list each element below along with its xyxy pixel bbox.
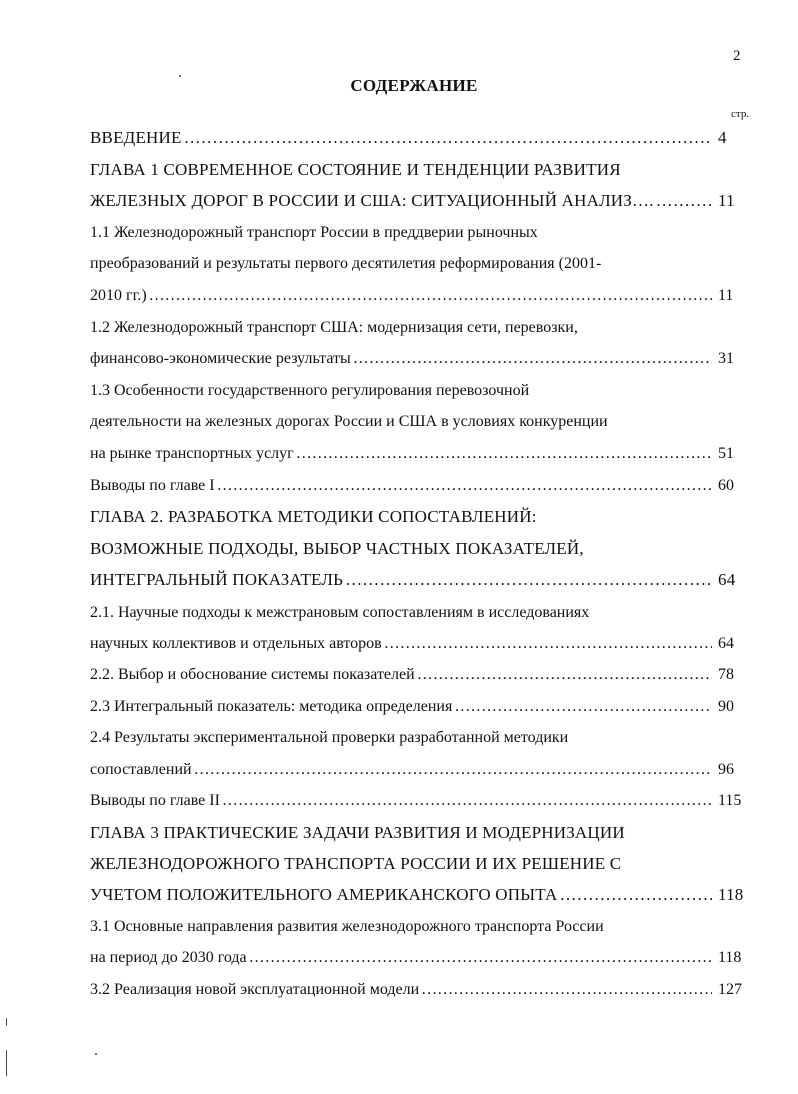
toc-entry-title: на период до 2030 года — [90, 949, 247, 966]
toc-entry — [90, 286, 760, 306]
toc-page-number: 31 — [718, 350, 734, 367]
dot-leader — [417, 665, 712, 685]
toc-entry-title: ИНТЕГРАЛЬНЫЙ ПОКАЗАТЕЛЬ — [90, 570, 344, 589]
dot-leader — [149, 286, 712, 306]
toc-entry-line: деятельности на железных дорогах России и США в условиях конкуренции — [90, 413, 608, 430]
toc-entry — [90, 885, 760, 905]
toc-page-number: 4 — [718, 128, 727, 147]
toc-entry — [90, 191, 760, 211]
toc-entry — [90, 349, 760, 369]
toc-page-number: 115 — [718, 792, 742, 809]
toc-page-number: 51 — [718, 445, 734, 462]
toc-entry-title: 3.2 Реализация новой эксплуатационной модели — [90, 981, 420, 998]
scan-speck — [179, 75, 181, 77]
dot-leader — [421, 980, 712, 1000]
toc-entry-line: ГЛАВА 2. РАЗРАБОТКА МЕТОДИКИ СОПОСТАВЛЕНИЙ: — [90, 507, 537, 526]
toc-entry — [90, 634, 760, 654]
toc-entry-title: на рынке транспортных услуг — [90, 445, 294, 462]
toc-entry-title: Выводы по главе I — [90, 477, 215, 494]
toc-entry-line: 1.1 Железнодорожный транспорт России в преддверии рыночных — [90, 224, 538, 241]
toc-entry — [90, 948, 760, 968]
toc-entry-line: 1.2 Железнодорожный транспорт США: модернизация сети, перевозки, — [90, 319, 578, 336]
toc-entry-line: ЖЕЛЕЗНОДОРОЖНОГО ТРАНСПОРТА РОССИИ И ИХ РЕШЕНИЕ С — [90, 854, 622, 873]
dot-leader — [217, 476, 712, 496]
toc-entry-title: 2010 гг.) — [90, 287, 147, 304]
toc-entry-line: 1.3 Особенности государственного регулирования перевозочной — [90, 382, 530, 399]
dot-leader — [345, 570, 712, 590]
toc-entry-title: ВВЕДЕНИЕ — [90, 128, 182, 147]
toc-entry-title: финансово-экономические результаты — [90, 350, 351, 367]
dot-leader — [454, 697, 712, 717]
dot-leader — [194, 760, 712, 780]
dot-leader — [353, 349, 712, 369]
toc-page-number: 96 — [718, 761, 734, 778]
toc-entry — [90, 570, 760, 590]
toc-entry-title: 2.3 Интегральный показатель: методика определения — [90, 698, 453, 715]
toc-entry — [90, 476, 760, 496]
toc-entry-title: сопоставлений — [90, 761, 192, 778]
toc-entry — [90, 791, 760, 811]
toc-entry-title: 2.2. Выбор и обоснование системы показателей — [90, 666, 415, 683]
toc-entry-line: ГЛАВА 3 ПРАКТИЧЕСКИЕ ЗАДАЧИ РАЗВИТИЯ И МОДЕРНИЗАЦИИ — [90, 823, 625, 842]
dot-leader — [296, 444, 712, 464]
toc-entry-title: ЖЕЛЕЗНЫХ ДОРОГ В РОССИИ И США: СИТУАЦИОННЫЙ АНАЛИЗ…. — [90, 191, 654, 210]
page-title: СОДЕРЖАНИЕ — [350, 76, 478, 95]
toc-page-number: 11 — [718, 191, 735, 210]
toc-entry — [90, 444, 760, 464]
toc-entry-line: 3.1 Основные направления развития железнодорожного транспорта России — [90, 918, 604, 935]
toc-entry-title: Выводы по главе II — [90, 792, 220, 809]
dot-leader — [559, 885, 712, 905]
toc-entry-line: ВОЗМОЖНЫЕ ПОДХОДЫ, ВЫБОР ЧАСТНЫХ ПОКАЗАТЕЛЕЙ, — [90, 539, 584, 558]
toc-entry — [90, 697, 760, 717]
toc-entry-line: 2.4 Результаты экспериментальной проверки разработанной методики — [90, 729, 569, 746]
toc-page-number: 127 — [718, 981, 742, 998]
toc-entry-line: преобразований и результаты первого десятилетия реформирования (2001- — [90, 255, 602, 272]
toc-entry-line: 2.1. Научные подходы к межстрановым сопоставлениям в исследованиях — [90, 604, 590, 621]
toc-entry — [90, 760, 760, 780]
toc-entry-title: научных коллективов и отдельных авторов — [90, 635, 382, 652]
scan-speck — [95, 1053, 97, 1055]
page-column-label: стр. — [731, 108, 750, 120]
dot-leader — [222, 791, 712, 811]
toc-page-number: 11 — [718, 287, 734, 304]
toc-page-number: 64 — [718, 570, 736, 589]
toc-page-number: 90 — [718, 698, 734, 715]
toc-entry — [90, 980, 760, 1000]
toc-entry — [90, 665, 760, 685]
toc-page-number: 60 — [718, 477, 734, 494]
toc-page-number: 118 — [718, 949, 742, 966]
toc-entry-title: УЧЕТОМ ПОЛОЖИТЕЛЬНОГО АМЕРИКАНСКОГО ОПЫТА — [90, 885, 558, 904]
dot-leader — [184, 128, 712, 148]
scan-speck — [6, 1018, 7, 1026]
scan-speck — [6, 1050, 7, 1076]
dot-leader — [656, 191, 712, 211]
toc-page-number: 78 — [718, 666, 734, 683]
page-number: 2 — [733, 48, 741, 64]
dot-leader — [384, 634, 712, 654]
toc-entry-line: ГЛАВА 1 СОВРЕМЕННОЕ СОСТОЯНИЕ И ТЕНДЕНЦИИ РАЗВИТИЯ — [90, 160, 621, 179]
toc-page-number: 118 — [718, 885, 744, 904]
dot-leader — [249, 948, 712, 968]
toc-page-number: 64 — [718, 635, 734, 652]
toc-entry — [90, 128, 760, 148]
